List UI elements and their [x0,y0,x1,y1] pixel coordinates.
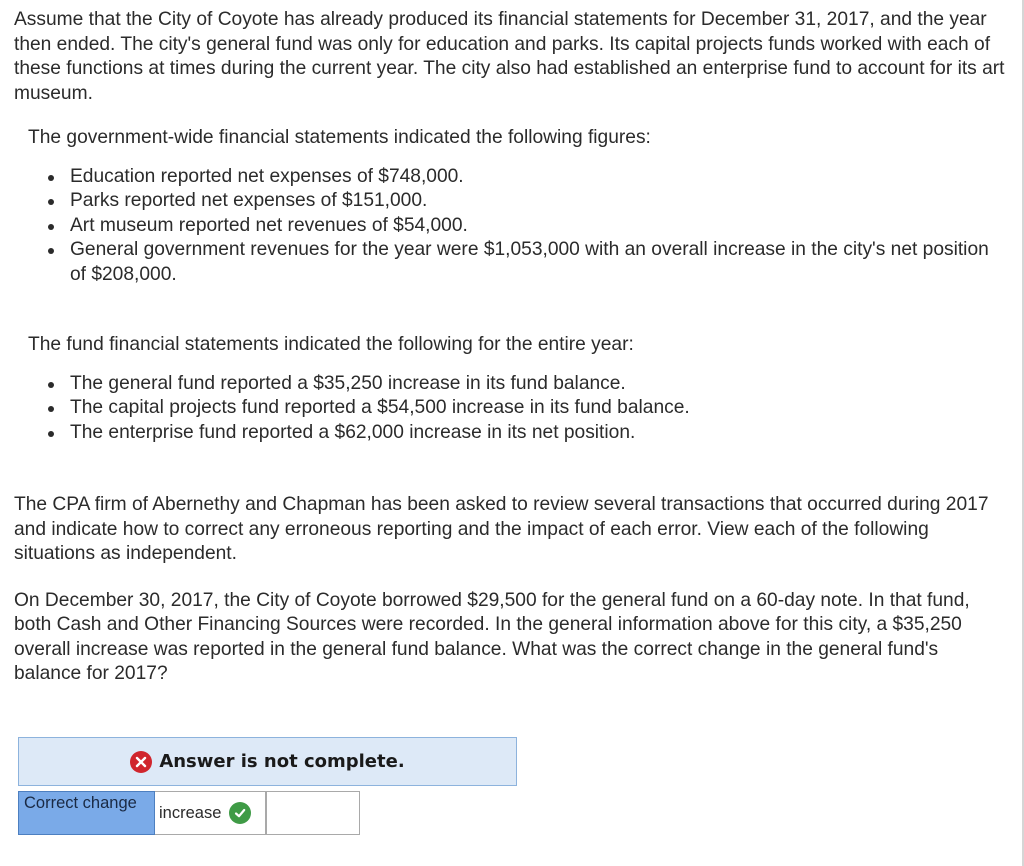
answer-label: Correct change [18,791,155,835]
x-circle-icon [130,751,152,773]
change-direction-select[interactable] [155,791,266,835]
government-wide-section [14,126,1010,287]
list-item: The enterprise fund reported a $62,000 increase in its net position. [70,421,1010,446]
list-item: General government revenues for the year were $1,053,000 with an overall increase in the city's net position of $208,000. [70,238,1010,287]
list-item: Parks reported net expenses of $151,000. [70,189,1010,214]
fund-statements-section [14,333,1010,445]
question-paragraph: On December 30, 2017, the City of Coyote borrowed $29,500 for the general fund on a 60-day note. In that fund, both Cash and Other Financing Sources were recorded. In the general information above for this city, a $35,250 overall increase was reported in the general fund balance. What was the correct change in the general fund's balance for 2017? [14,589,970,684]
government-wide-heading: The government-wide financial statements indicated the following figures: [28,127,651,148]
list-item: Education reported net expenses of $748,000. [70,165,1010,190]
answer-status-text: Answer is not complete. [159,751,405,772]
review-paragraph: The CPA firm of Abernethy and Chapman has been asked to review several transactions that occurred during 2017 and indicate how to correct any erroneous reporting and the impact of each error. View each of the following situations as independent. [14,494,989,564]
amount-input[interactable] [266,791,360,835]
change-direction-value: increase [159,803,222,822]
fund-statements-heading: The fund financial statements indicated the following for the entire year: [28,334,634,355]
intro-paragraph: Assume that the City of Coyote has already produced its financial statements for December 31, 2017, and the year then ended. The city's general fund was only for education and parks. Its capital projects funds worked with each of these functions at times during the current year. The city also had established an enterprise fund to account for its art museum. [14,9,1005,104]
government-wide-list [28,165,1010,288]
check-circle-icon [229,802,251,824]
answer-status-banner [18,737,517,786]
list-item: Art museum reported net revenues of $54,000. [70,214,1010,239]
answer-row [18,791,360,835]
fund-statements-list [28,372,1010,446]
question-content [14,8,1010,687]
list-item: The capital projects fund reported a $54,500 increase in its fund balance. [70,396,1010,421]
list-item: The general fund reported a $35,250 increase in its fund balance. [70,372,1010,397]
